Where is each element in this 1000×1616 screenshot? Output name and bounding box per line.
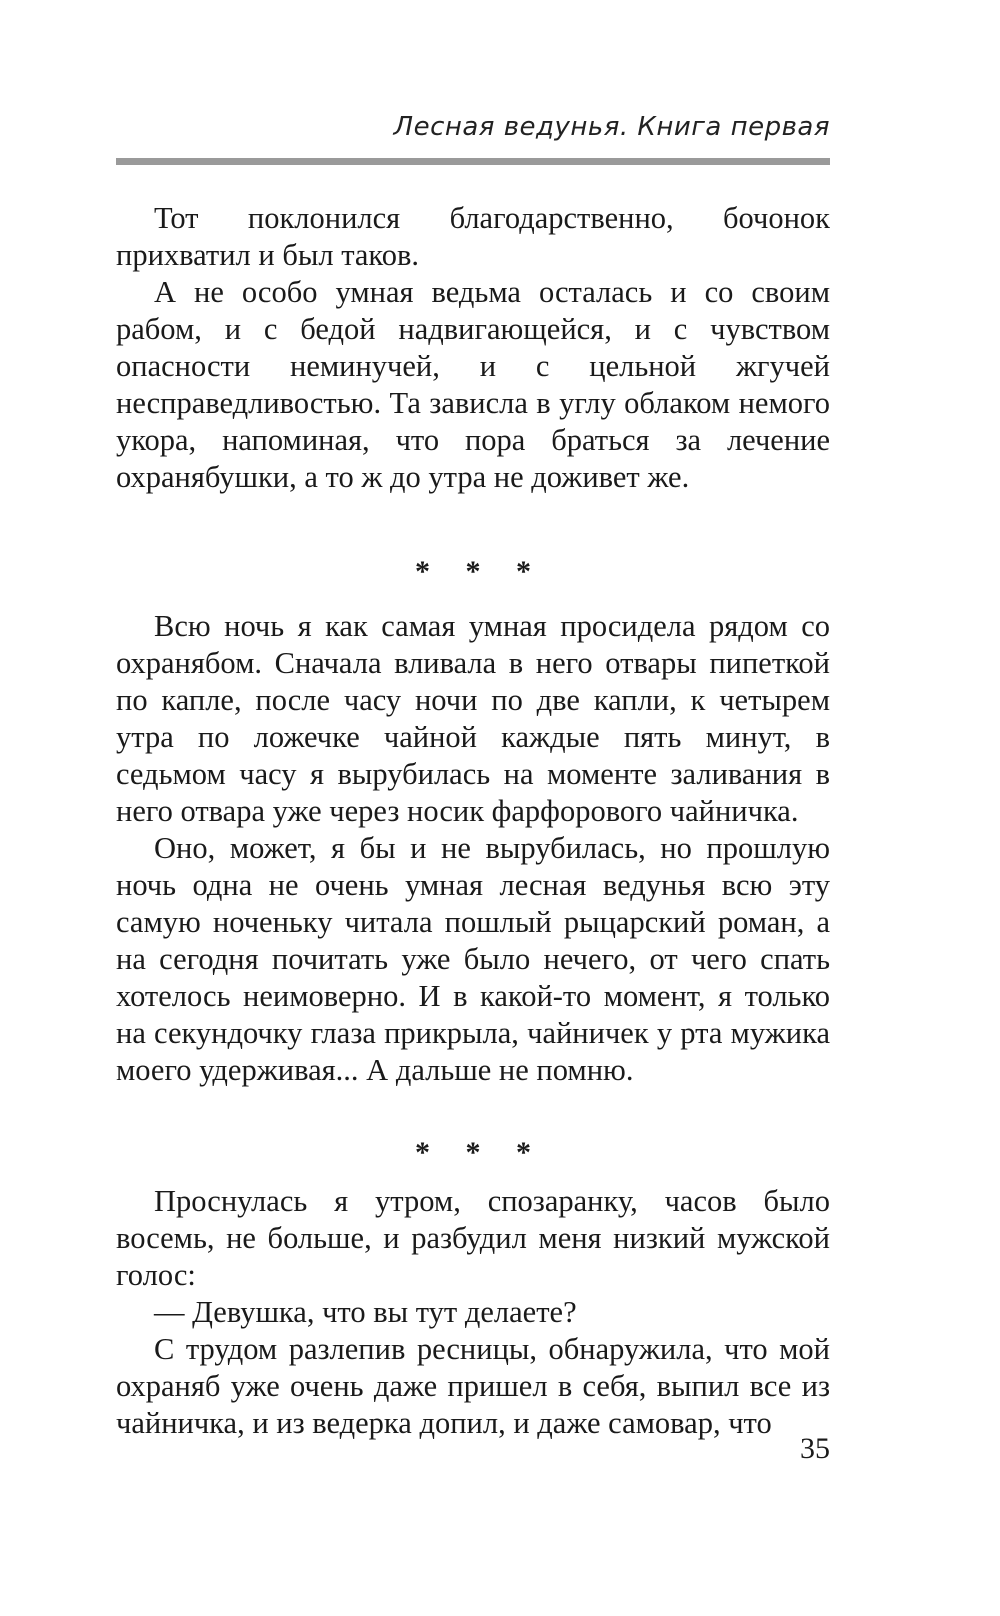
running-title: Лесная ведунья. Книга первая — [393, 112, 830, 142]
paragraph: С трудом разлепив ресницы, обнаружила, что мой охраняб уже очень даже пришел в себя, выпил все из чайничка, и из ведерка допил, и даже самовар, что — [116, 1332, 830, 1440]
text-section-1 — [116, 200, 830, 496]
paragraph: Всю ночь я как самая умная просидела рядом со охранябом. Сначала вливала в него отвары пипеткой по капле, после часу ночи по две капли, к четырем утра по ложечке чайной каждые пять минут, в седьмом часу я вырубилась на моменте заливания в него отвара уже через носик фарфорового чайничка. — [116, 609, 830, 828]
text-section-2 — [116, 608, 830, 1089]
section-separator: * * * — [415, 1136, 545, 1169]
paragraph: А не особо умная ведьма осталась и со своим рабом, и с бедой надвигающейся, и с чувством опасности неминучей, и с цельной жгучей несправедливостью. Та зависла в углу облаком немого укора, напоминая, что пора браться за лечение охранябушки, а то ж до утра не доживет же. — [116, 275, 830, 494]
section-separator: * * * — [415, 555, 545, 588]
paragraph: Оно, может, я бы и не вырубилась, но прошлую ночь одна не очень умная лесная ведунья всю эту самую ноченьку читала пошлый рыцарский роман, а на сегодня почитать уже было нечего, от чего спать хотелось неимоверно. И в какой-то момент, я только на секундочку глаза прикрыла, чайничек у рта мужика моего удерживая... А дальше не помню. — [116, 831, 830, 1087]
paragraph: — Девушка, что вы тут делаете? — [154, 1295, 577, 1329]
paragraph: Проснулась я утром, спозаранку, часов было восемь, не больше, и разбудил меня низкий мужской голос: — [116, 1184, 830, 1292]
page-number: 35 — [800, 1432, 830, 1465]
paragraph: Тот поклонился благодарственно, бочонок прихватил и был таков. — [116, 201, 830, 272]
header-rule — [116, 158, 830, 165]
text-section-3 — [116, 1183, 830, 1442]
